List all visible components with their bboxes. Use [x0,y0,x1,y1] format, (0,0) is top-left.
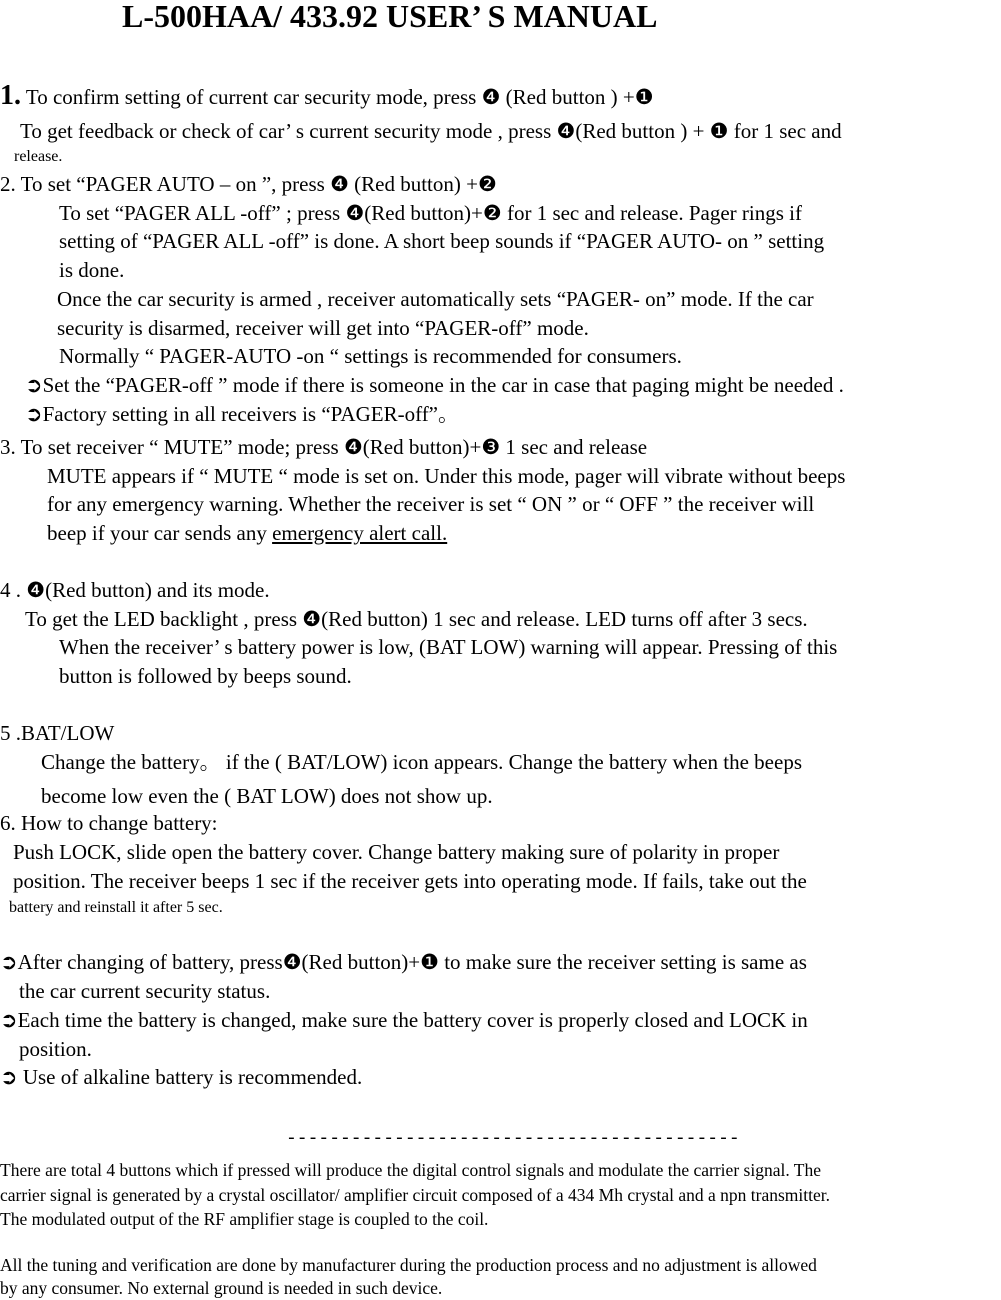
section-4-line-4: button is followed by beeps sound. [59,664,352,688]
page-title: L-500HAA/ 433.92 USER’ S MANUAL [122,0,658,34]
note-battery-change-cont: the car current security status. [19,979,271,1003]
section-1-line-3: release. [14,148,63,165]
section-3-line-3: for any emergency warning. Whether the receiver is set “ ON ” or “ OFF ” the receiver will [47,492,815,516]
section-5-heading: 5 .BAT/LOW [0,721,115,745]
footer-para-1-line-2: carrier signal is generated by a crystal oscillator/ amplifier circuit composed of a 434 Mh crystal and a npn transmitter. [0,1185,831,1205]
section-2-line-2: To set “PAGER ALL -off” ; press ❹(Red button)+❷ for 1 sec and release. Pager rings if [59,201,802,225]
note-alkaline: ➲ Use of alkaline battery is recommended. [0,1065,363,1089]
note-battery-change: ➲After changing of battery, press❹(Red button)+❶ to make sure the receiver setting is same as [0,950,807,974]
section-1-text: To confirm setting of current car security mode, press ❹ (Red button ) +❶ [21,85,654,109]
emergency-alert-link: emergency alert call. [272,521,448,545]
section-3-line-1: 3. To set receiver “ MUTE” mode; press ❹(Red button)+❸ 1 sec and release [0,435,648,459]
note-battery-cover: ➲Each time the battery is changed, make sure the battery cover is properly closed and LOCK in [0,1008,808,1032]
separator: ------------------------------------------ [286,1129,740,1149]
section-2-line-6: security is disarmed, receiver will get into “PAGER-off” mode. [57,316,589,340]
footer-para-2-line-2: by any consumer. No external ground is needed in such device. [0,1278,443,1298]
section-1-number: 1. [0,80,21,111]
section-2-line-7: Normally “ PAGER-AUTO -on “ settings is recommended for consumers. [59,344,682,368]
section-1-line-1 [0,80,654,111]
note-battery-cover-cont: position. [19,1037,92,1061]
footer-para-1-line-3: The modulated output of the RF amplifier stage is coupled to the coil. [0,1209,489,1229]
section-2-line-5: Once the car security is armed , receiver automatically sets “PAGER- on” mode. If the car [57,287,814,311]
section-6-line-3: position. The receiver beeps 1 sec if the receiver gets into operating mode. If fails, take out the [13,869,807,893]
section-2-line-3: setting of “PAGER ALL -off” is done. A short beep sounds if “PAGER AUTO- on ” setting [59,229,825,253]
footer-para-2-line-1: All the tuning and verification are done by manufacturer during the production process and no adjustment is allowed [0,1255,817,1275]
footer-para-1-line-1: There are total 4 buttons which if pressed will produce the digital control signals and modulate the carrier signal. The [0,1160,821,1180]
section-1-line-2: To get feedback or check of car’ s current security mode , press ❹(Red button ) + ❶ for 1 sec and [20,119,842,143]
section-3-line-4 [47,521,447,545]
section-2-note-2: ➲Factory setting in all receivers is “PAGER-off”。 [25,402,460,426]
section-5-line-3: become low even the ( BAT LOW) does not show up. [41,784,493,808]
section-2-line-1: 2. To set “PAGER AUTO – on ”, press ❹ (Red button) +❷ [0,172,497,196]
section-6-line-2: Push LOCK, slide open the battery cover. Change battery making sure of polarity in proper [13,840,780,864]
section-4-line-1: 4 . ❹(Red button) and its mode. [0,578,270,602]
section-5-line-2: Change the battery。 if the ( BAT/LOW) icon appears. Change the battery when the beeps [41,750,802,774]
section-3-text: beep if your car sends any [47,521,273,545]
section-3-line-2: MUTE appears if “ MUTE “ mode is set on. Under this mode, pager will vibrate without beeps [47,464,846,488]
section-4-line-3: When the receiver’ s battery power is low, (BAT LOW) warning will appear. Pressing of this [59,635,838,659]
section-6-heading: 6. How to change battery: [0,811,218,835]
section-4-line-2: To get the LED backlight , press ❹(Red button) 1 sec and release. LED turns off after 3 secs. [25,607,808,631]
section-6-line-4: battery and reinstall it after 5 sec. [9,899,223,916]
section-2-note-1: ➲Set the “PAGER-off ” mode if there is someone in the car in case that paging might be needed . [25,373,844,397]
section-2-line-4: is done. [59,258,125,282]
